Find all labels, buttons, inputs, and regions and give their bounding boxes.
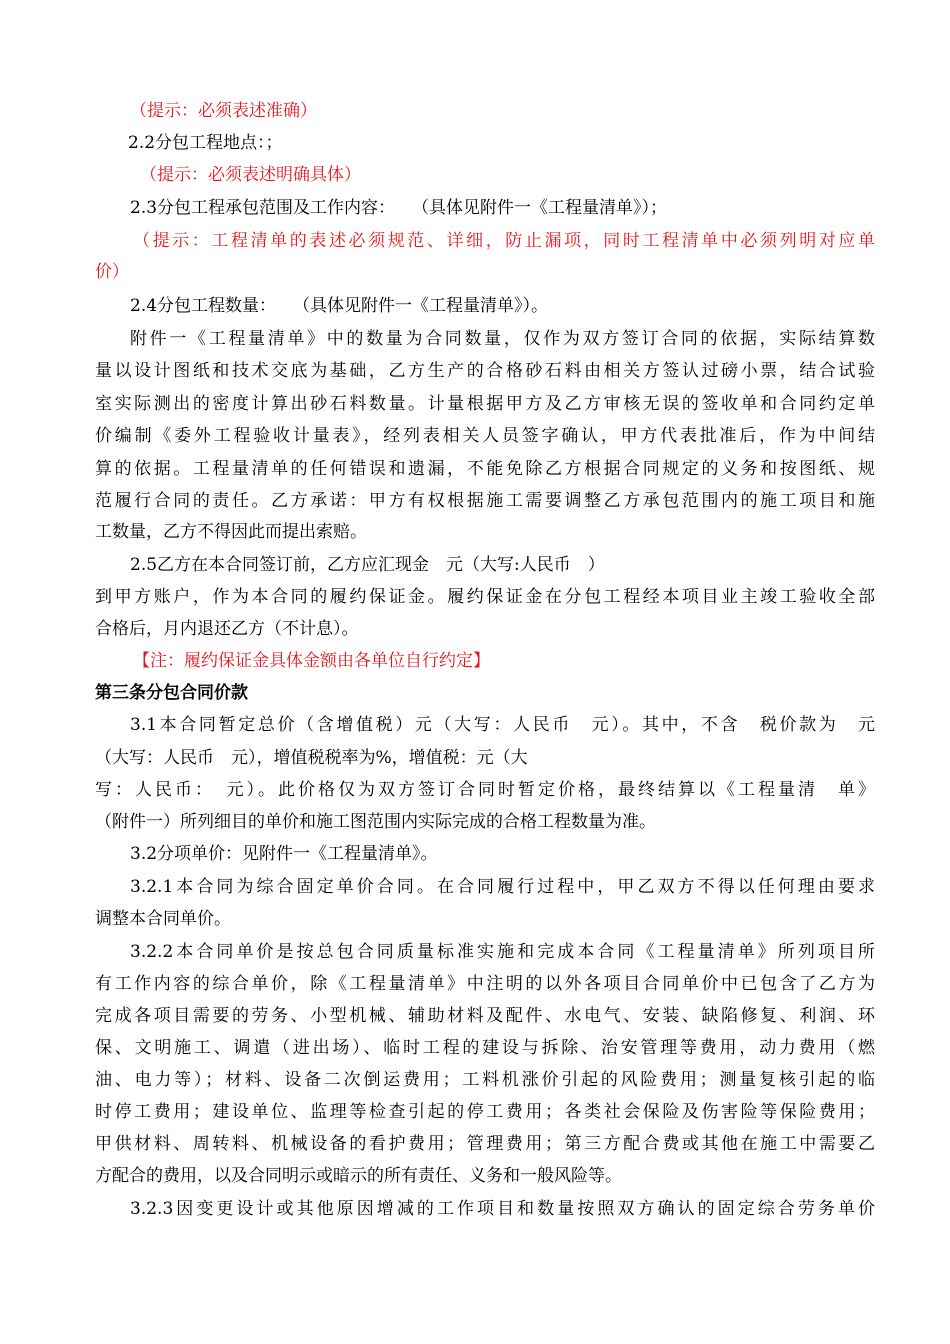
- paragraph-line: 写：人民币： 元）。此价格仅为双方签订合同时暂定价格，最终结算以《工程量清 单》: [95, 780, 875, 800]
- paragraph-line: 合格后，月内退还乙方（不计息）。: [95, 619, 359, 639]
- clause-2-3: 2.3分包工程承包范围及工作内容： （具体见附件一《工程量清单》）；: [130, 198, 668, 218]
- paragraph-line: （大写：人民币 元），增值税税率为%，增值税：元（大: [95, 748, 528, 768]
- paragraph-line: 时停工费用；建设单位、监理等检查引起的停工费用；各类社会保险及伤害险等保险费用；: [95, 1102, 875, 1122]
- paragraph-line: （附件一）所列细目的单价和施工图范围内实际完成的合格工程数量为准。: [95, 812, 656, 832]
- paragraph-line: 完成各项目需要的劳务、小型机械、辅助材料及配件、水电气、安装、缺陷修复、利润、环: [95, 1006, 875, 1026]
- paragraph-line: 保、文明施工、调遣（进出场）、临时工程的建设与拆除、治安管理等费用，动力费用（燃: [95, 1038, 875, 1058]
- paragraph-line: 调整本合同单价。: [95, 909, 231, 929]
- hint-bill-line1: （提示：工程清单的表述必须规范、详细，防止漏项，同时工程清单中必须列明对应单: [133, 231, 875, 251]
- hint-specific: （提示：必须表述明确具体）: [140, 165, 361, 185]
- clause-3-2-2: 3.2.2本合同单价是按总包合同质量标准实施和完成本合同《工程量清单》所列项目所: [130, 942, 875, 962]
- paragraph-line: 价编制《委外工程验收计量表》，经列表相关人员签字确认，甲方代表批准后，作为中间结: [95, 426, 875, 446]
- paragraph-line: 量以设计图纸和技术交底为基础，乙方生产的合格砂石料由相关方签认过磅小票，结合试验: [95, 361, 875, 381]
- hint-accurate: （提示：必须表述准确）: [130, 101, 317, 121]
- clause-3-2-3: 3.2.3因变更设计或其他原因增减的工作项目和数量按照双方确认的固定综合劳务单价: [130, 1199, 875, 1219]
- paragraph-line: 方配合的费用，以及合同明示或暗示的所有责任、义务和一般风险等。: [95, 1166, 622, 1186]
- clause-3-1: 3.1本合同暂定总价（含增值税）元（大写：人民币 元）。其中，不含 税价款为 元: [130, 715, 875, 735]
- paragraph-line: 甲供材料、周转料、机械设备的看护费用；管理费用；第三方配合费或其他在施工中需要乙: [95, 1134, 875, 1154]
- paragraph-line: 有工作内容的综合单价，除《工程量清单》中注明的以外各项目合同单价中已包含了乙方为: [95, 974, 875, 994]
- hint-bill-line2: 价）: [95, 262, 129, 282]
- paragraph-line: 附件一《工程量清单》中的数量为合同数量，仅作为双方签订合同的依据，实际结算数: [130, 329, 875, 349]
- section-heading-article-3: 第三条分包合同价款: [95, 683, 248, 703]
- paragraph-line: 算的依据。工程量清单的任何错误和遗漏，不能免除乙方根据合同规定的义务和按图纸、规: [95, 459, 875, 479]
- note-deposit: 【注：履约保证金具体金额由各单位自行约定】: [133, 651, 490, 671]
- paragraph-line: 到甲方账户，作为本合同的履约保证金。履约保证金在分包工程经本项目业主竣工验收全部: [95, 587, 875, 607]
- clause-2-5: 2.5乙方在本合同签订前，乙方应汇现金 元（大写:人民币 ）: [130, 555, 605, 575]
- paragraph-line: 工数量，乙方不得因此而提出索赔。: [95, 522, 367, 542]
- clause-3-2: 3.2分项单价：见附件一《工程量清单》。: [130, 844, 438, 864]
- clause-2-4: 2.4分包工程数量： （具体见附件一《工程量清单》）。: [130, 296, 549, 316]
- clause-3-2-1: 3.2.1本合同为综合固定单价合同。在合同履行过程中，甲乙双方不得以任何理由要求: [130, 877, 875, 897]
- clause-2-2: 2.2分包工程地点：；: [128, 133, 283, 153]
- paragraph-line: 范履行合同的责任。乙方承诺：甲方有权根据施工需要调整乙方承包范围内的施工项目和施: [95, 491, 875, 511]
- paragraph-line: 油、电力等）；材料、设备二次倒运费用；工料机涨价引起的风险费用；测量复核引起的临: [95, 1070, 875, 1090]
- paragraph-line: 室实际测出的密度计算出砂石料数量。计量根据甲方及乙方审核无误的签收单和合同约定单: [95, 394, 875, 414]
